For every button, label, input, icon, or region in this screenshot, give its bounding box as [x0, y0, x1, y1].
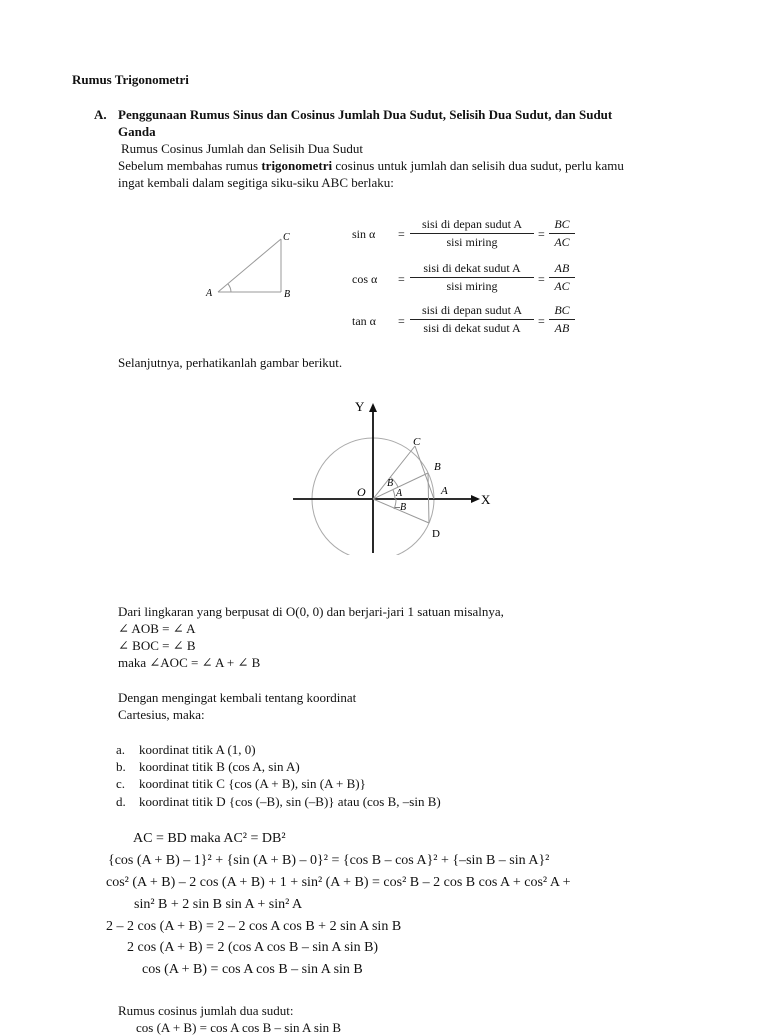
x-axis-label: X [481, 492, 491, 507]
equation-1: AC = BD maka AC² = DB² [133, 831, 286, 846]
cos-ratio [549, 261, 575, 294]
sin-numerator: sisi di depan sudut A [421, 217, 522, 231]
sin-label: sin α [352, 227, 376, 241]
triangle-label-c: C [283, 232, 290, 243]
section-title-line1: Penggunaan Rumus Sinus dan Cosinus Jumlah Dua Sudut, Selisih Dua Sudut, dan Sudut [118, 107, 613, 122]
sin-fraction [410, 217, 534, 250]
sum-formula-heading: Rumus cosinus jumlah dua sudut: [118, 1003, 294, 1018]
tan-denominator: sisi di dekat sudut A [423, 321, 521, 335]
cos-label: cos α [352, 272, 378, 286]
list-item-d: koordinat titik D {cos (–B), sin (–B)} atau (cos B, –sin B) [139, 794, 441, 809]
point-b-label: B [434, 461, 441, 473]
triangle-label-a: A [206, 288, 213, 299]
sin-eq-2: = [538, 227, 545, 241]
cos-fraction [410, 261, 534, 294]
chord-bd [428, 473, 429, 523]
equation-2: {cos (A + B) – 1}² + {sin (A + B) – 0}² = {cos B – cos A}² + {–sin B – sin A}² [108, 853, 550, 868]
cos-ratio-num: AB [554, 261, 570, 275]
list-item-letter-b: b. [116, 759, 126, 774]
radius-oc [373, 446, 415, 499]
angle-a-label: A [396, 488, 403, 499]
triangle-label-b: B [284, 289, 291, 300]
intro-line1 [118, 158, 624, 174]
equation-6: 2 cos (A + B) = 2 (cos A cos B – sin A sin B) [127, 940, 379, 955]
list-item-letter-c: c. [116, 776, 126, 791]
list-item-b: koordinat titik B (cos A, sin A) [139, 759, 300, 774]
tan-numerator: sisi di depan sudut A [421, 303, 522, 317]
intro-after: cosinus untuk jumlah dan selisih dua sudut, perlu kamu [332, 158, 624, 173]
equation-3: cos² (A + B) – 2 cos (A + B) + 1 + sin² (A + B) = cos² B – 2 cos B cos A + cos² A + [106, 875, 571, 890]
angle-arc [228, 284, 231, 292]
x-axis-arrow [471, 495, 480, 503]
section-title-line2: Ganda [118, 124, 156, 139]
section-letter: A. [94, 107, 107, 122]
origin-label: O [357, 485, 366, 499]
tan-ratio-num: BC [554, 303, 570, 317]
sin-denominator: sisi miring [446, 235, 498, 249]
sum-formula-cut: cos (A + B) = cos A cos B – sin A sin B [136, 1020, 341, 1035]
equation-7: cos (A + B) = cos A cos B – sin A sin B [142, 962, 363, 977]
angle-aob: ∠ AOB = ∠ A [118, 621, 196, 636]
angle-a-arc [393, 490, 395, 499]
triangle-side-ac [218, 239, 281, 292]
point-c-label: C [413, 436, 421, 448]
y-axis-arrow [369, 403, 377, 412]
intro-bold: trigonometri [261, 158, 333, 173]
subheading: Rumus Cosinus Jumlah dan Selisih Dua Sudut [121, 141, 363, 156]
list-item-c: koordinat titik C {cos (A + B), sin (A + B)} [139, 776, 366, 791]
angle-neg-b-label: –B [395, 502, 407, 513]
equation-5: 2 – 2 cos (A + B) = 2 – 2 cos A cos B + 2 sin A sin B [106, 919, 402, 934]
unit-circle-figure [290, 395, 500, 555]
tan-label: tan α [352, 314, 376, 328]
cartesian-intro-line2: Cartesius, maka: [118, 707, 205, 722]
intro-line2: ingat kembali dalam segitiga siku-siku ABC berlaku: [118, 175, 394, 190]
list-item-letter-a: a. [116, 742, 126, 757]
next-paragraph: Selanjutnya, perhatikanlah gambar berikut. [118, 355, 343, 370]
angle-b-label: B [387, 478, 394, 489]
angle-boc: ∠ BOC = ∠ B [118, 638, 196, 653]
cos-eq-2: = [538, 272, 545, 286]
cos-eq-1: = [398, 272, 405, 286]
cos-numerator: sisi di dekat sudut A [423, 261, 521, 275]
document-title: Rumus Trigonometri [72, 72, 189, 87]
equation-4: sin² B + 2 sin B sin A + sin² A [134, 897, 303, 912]
tan-ratio [549, 303, 575, 336]
list-item-a: koordinat titik A (1, 0) [139, 742, 256, 757]
cos-denominator: sisi miring [446, 279, 498, 293]
right-triangle-figure [200, 225, 310, 305]
cos-ratio-den: AC [554, 279, 570, 293]
sin-eq-1: = [398, 227, 405, 241]
circle-description: Dari lingkaran yang berpusat di O(0, 0) dan berjari-jari 1 satuan misalnya, [118, 604, 504, 619]
tan-eq-2: = [538, 314, 545, 328]
point-d-label: D [432, 528, 440, 540]
list-item-letter-d: d. [116, 794, 126, 809]
tan-eq-1: = [398, 314, 405, 328]
sin-ratio [549, 217, 575, 250]
point-a-label: A [441, 485, 448, 497]
sin-ratio-num: BC [554, 217, 570, 231]
y-axis-label: Y [355, 399, 365, 414]
sin-ratio-den: AC [554, 235, 570, 249]
cartesian-intro-line1: Dengan mengingat kembali tentang koordinat [118, 690, 357, 705]
tan-ratio-den: AB [554, 321, 570, 335]
angle-aoc: maka ∠AOC = ∠ A + ∠ B [118, 655, 261, 670]
chord-ca [415, 446, 434, 499]
tan-fraction [410, 303, 534, 336]
intro-before: Sebelum membahas rumus [118, 158, 262, 173]
